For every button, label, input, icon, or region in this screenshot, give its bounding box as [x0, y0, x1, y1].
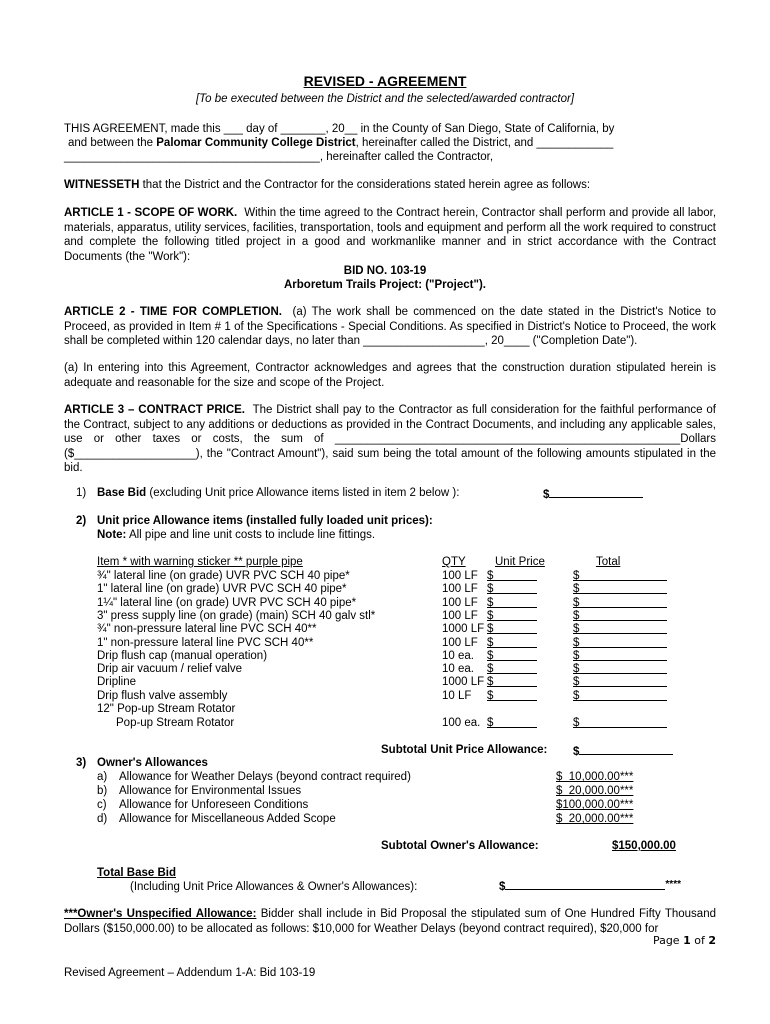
unit-blank: [487, 716, 537, 728]
item-name: 1¼" lateral line (on grade) UVR PVC SCH 40 pipe*: [97, 596, 357, 609]
item-qty: 10 ea.: [442, 649, 474, 662]
table-row: [97, 622, 697, 636]
unit-blank: [487, 609, 537, 621]
footer-text: Revised Agreement – Addendum 1-A: Bid 103-19: [64, 967, 316, 979]
table-row: [97, 649, 697, 663]
unspecified-allowance-text: Bidder shall include in Bid Proposal the stipulated sum of One Hundred Fifty Thousand Dollars ($150,000.00) to be allocated as follows: $10,000 for Weather Delays (beyond contract required), $20,000 for: [64, 908, 716, 935]
table-row: [97, 675, 697, 689]
allowance-name: Allowance for Environmental Issues: [119, 785, 302, 797]
intro-line-3: ________________________________________, hereinafter called the Contractor,: [64, 151, 494, 163]
article-2-text: (a) The work shall be commenced on the date stated in the District's Notice to Proceed, as provided in Item # 1 of the Specifications - Special Conditions. As specified in District's Notice to Proceed, the work shall be completed within 120 calendar days, no later than ___________________, 20____ ("Completion Date").: [64, 306, 717, 347]
item-qty: 100 LF: [442, 596, 478, 609]
unit-dollar: $: [487, 663, 494, 676]
total-dollar: $: [573, 676, 580, 689]
subtotal-blank: [579, 743, 673, 755]
item-name: Drip flush cap (manual operation): [97, 649, 268, 662]
item-name: Drip flush valve assembly: [97, 689, 228, 702]
column-header-unit-price: Unit Price: [495, 556, 545, 568]
subtotal-owners-label: Subtotal Owner's Allowance:: [381, 840, 539, 852]
total-dollar: $: [573, 570, 580, 582]
total-blank: [573, 649, 667, 661]
unit-blank: [487, 636, 537, 648]
article-3-text: The District shall pay to the Contractor as full consideration for the faithful performance of the Contract, subject to any additions or deductions as provided in the Contract Documents, and including any applicable sales, use or other taxes or costs, the sum of ______________________________________________________Dollars ($___________________), the "Contract Amount"), said sum being the total amount of the following amounts stipulated in the bid.: [64, 404, 716, 474]
item-qty: 1000 LF: [442, 676, 485, 689]
unspecified-allowance: [64, 907, 716, 936]
intro-line-2-suffix: , hereinafter called the District, and ____________: [355, 137, 614, 149]
base-bid-label: Base Bid: [97, 487, 147, 499]
total-blank: [573, 622, 667, 634]
unit-blank: [487, 582, 537, 594]
rotator-heading: 12" Pop-up Stream Rotator: [97, 703, 236, 715]
allowance-letter: b): [97, 785, 108, 797]
table-row: [97, 569, 697, 583]
article-1-heading: ARTICLE 1 - SCOPE OF WORK.: [64, 207, 238, 219]
total-blank: [573, 689, 667, 701]
intro-line-2-prefix: and between the: [68, 137, 157, 149]
article-1-text: Within the time agreed to the Contract herein, Contractor shall perform and provide all labor, materials, apparatus, utility services, facilities, transportation, tools and equipment and perform all the work required to construct and complete the following titled project in a good and workmanlike manner and in strict accordance with the Contract Documents (the "Work"):: [64, 207, 717, 263]
allowance-amount: $100,000.00***: [556, 799, 634, 811]
total-dollar: $: [573, 596, 580, 609]
district-name: Palomar Community College District: [156, 137, 356, 149]
unspecified-allowance-label: ***Owner's Unspecified Allowance:: [64, 908, 257, 920]
intro-line-1: THIS AGREEMENT, made this ___ day of _______, 20__ in the County of San Diego, State of California, by: [64, 123, 615, 135]
unit-dollar: $: [487, 623, 494, 636]
witnesseth-label: WITNESSETH: [64, 179, 140, 191]
total-dollar: $: [573, 609, 580, 622]
list-item: [97, 812, 657, 826]
total-base-bid-sub: (Including Unit Price Allowances & Owner's Allowances):: [130, 881, 418, 893]
allowance-amount: $ 20,000.00***: [556, 785, 634, 797]
table-row: [97, 609, 697, 623]
note-label: Note:: [97, 529, 127, 541]
item-name: 3" press supply line (on grade) (main) SCH 40 galv stl*: [97, 609, 376, 622]
total-blank: [573, 716, 667, 728]
intro-line-2: [68, 136, 613, 151]
allowance-letter: d): [97, 813, 108, 825]
list-item: [97, 784, 657, 798]
item-qty: 10 ea.: [442, 663, 474, 676]
total-blank: [573, 636, 667, 648]
subtotal-owners-amount: $150,000.00: [612, 840, 676, 852]
item-qty: 100 LF: [442, 570, 478, 582]
column-header-total: Total: [596, 556, 621, 568]
unit-dollar: $: [487, 649, 494, 662]
page-prefix: Page: [652, 934, 684, 947]
item-qty: 100 ea.: [442, 717, 481, 729]
table-row: [97, 662, 697, 676]
allowance-name: Allowance for Miscellaneous Added Scope: [119, 813, 336, 825]
page-of: of: [690, 934, 709, 947]
article-2: [64, 305, 716, 349]
bid-number: BID NO. 103-19: [343, 265, 427, 277]
witnesseth: [64, 178, 590, 193]
item-qty: 100 LF: [442, 609, 478, 622]
allowance-name: Allowance for Unforeseen Conditions: [119, 799, 309, 811]
total-blank: [505, 878, 665, 890]
total-blank: [573, 675, 667, 687]
column-item-note: * with warning sticker ** purple pipe: [119, 556, 303, 568]
unit-dollar: $: [487, 636, 494, 649]
total-blank: [573, 569, 667, 581]
unit-blank: [487, 622, 537, 634]
base-bid-amount: [543, 486, 643, 503]
document-subtitle: [To be executed between the District and the selected/awarded contractor]: [195, 93, 575, 105]
column-item-label: Item: [97, 556, 120, 568]
allowance-letter: a): [97, 771, 108, 783]
total-base-bid-amount: [499, 878, 681, 896]
total-dollar: $: [573, 623, 580, 636]
page-current: 1: [683, 934, 691, 947]
table-row: [97, 689, 697, 703]
subtotal-dollar: $: [573, 746, 580, 758]
article-3-heading: ARTICLE 3 – CONTRACT PRICE.: [64, 404, 246, 416]
item-qty: 1000 LF: [442, 623, 485, 636]
total-dollar: $: [573, 717, 580, 729]
table-row: [97, 596, 697, 610]
total-blank: [573, 662, 667, 674]
column-header-item: [97, 555, 303, 570]
witnesseth-text: that the District and the Contractor for the considerations stated herein agree as follows:: [139, 179, 591, 191]
note-text: All pipe and line unit costs to include line fittings.: [126, 529, 376, 541]
owners-heading: Owner's Allowances: [97, 757, 208, 769]
allowance-letter: c): [97, 799, 107, 811]
subtotal-unit-price-amount: [573, 743, 673, 760]
total-base-bid-label: Total Base Bid: [97, 867, 177, 879]
page-total: 2: [708, 934, 716, 947]
allowance-name: Allowance for Weather Delays (beyond contract required): [119, 771, 411, 783]
article-1: [64, 206, 716, 264]
unit-dollar: $: [487, 570, 494, 582]
allowance-amount: $ 10,000.00***: [556, 771, 634, 783]
total-stars: ****: [665, 879, 681, 890]
total-blank: [573, 596, 667, 608]
item-name: Pop-up Stream Rotator: [116, 717, 235, 729]
article-2-heading: ARTICLE 2 - TIME FOR COMPLETION.: [64, 306, 282, 318]
item-qty: 10 LF: [442, 689, 472, 702]
item-qty: 100 LF: [442, 636, 478, 649]
unit-allowance-number: 2): [76, 515, 87, 527]
unit-dollar: $: [487, 676, 494, 689]
unit-dollar: $: [487, 609, 494, 622]
item-name: Dripline: [97, 676, 136, 689]
total-dollar: $: [573, 649, 580, 662]
item-name: 1" lateral line (on grade) UVR PVC SCH 40 pipe*: [97, 583, 347, 596]
unit-dollar: $: [487, 583, 494, 596]
unit-dollar: $: [487, 689, 494, 702]
total-dollar: $: [573, 636, 580, 649]
unit-blank: [487, 569, 537, 581]
subtotal-unit-price-label: Subtotal Unit Price Allowance:: [381, 744, 548, 756]
document-title: REVISED - AGREEMENT: [303, 73, 467, 89]
owners-number: 3): [76, 757, 87, 769]
project-name: Arboretum Trails Project: ("Project").: [284, 279, 486, 291]
unit-dollar: $: [487, 717, 494, 729]
total-dollar: $: [573, 583, 580, 596]
table-row: [97, 636, 697, 650]
item-name: ¾" lateral line (on grade) UVR PVC SCH 40 pipe*: [97, 570, 350, 582]
list-item: [97, 798, 657, 812]
item-name: Drip air vacuum / relief valve: [97, 663, 243, 676]
total-dollar: $: [499, 881, 506, 893]
unit-allowance-note: [97, 528, 375, 543]
table-row: [97, 716, 697, 730]
unit-blank: [487, 649, 537, 661]
base-bid-blank: [549, 486, 643, 498]
unit-dollar: $: [487, 596, 494, 609]
allowance-amount: $ 20,000.00***: [556, 813, 634, 825]
unit-blank: [487, 689, 537, 701]
column-header-qty: QTY: [442, 556, 466, 568]
total-blank: [573, 582, 667, 594]
unit-blank: [487, 662, 537, 674]
base-bid-dollar: $: [543, 489, 550, 501]
total-dollar: $: [573, 663, 580, 676]
unit-blank: [487, 596, 537, 608]
article-3: [64, 403, 716, 476]
table-row: [97, 582, 697, 596]
unit-blank: [487, 675, 537, 687]
unit-allowance-heading: Unit price Allowance items (installed fully loaded unit prices):: [97, 515, 433, 527]
list-item: [97, 770, 657, 784]
item-qty: 100 LF: [442, 583, 478, 596]
page-number: [600, 934, 716, 949]
base-bid-number: 1): [76, 487, 87, 499]
base-bid: [97, 486, 459, 501]
item-name: 1" non-pressure lateral line PVC SCH 40**: [97, 636, 314, 649]
item-name: ¾" non-pressure lateral line PVC SCH 40**: [97, 623, 317, 636]
base-bid-text: (excluding Unit price Allowance items listed in item 2 below ):: [146, 487, 460, 499]
article-2-para-a: (a) In entering into this Agreement, Contractor acknowledges and agrees that the construction duration stipulated herein is adequate and reasonable for the size and scope of the Project.: [64, 362, 716, 389]
total-dollar: $: [573, 689, 580, 702]
total-blank: [573, 609, 667, 621]
